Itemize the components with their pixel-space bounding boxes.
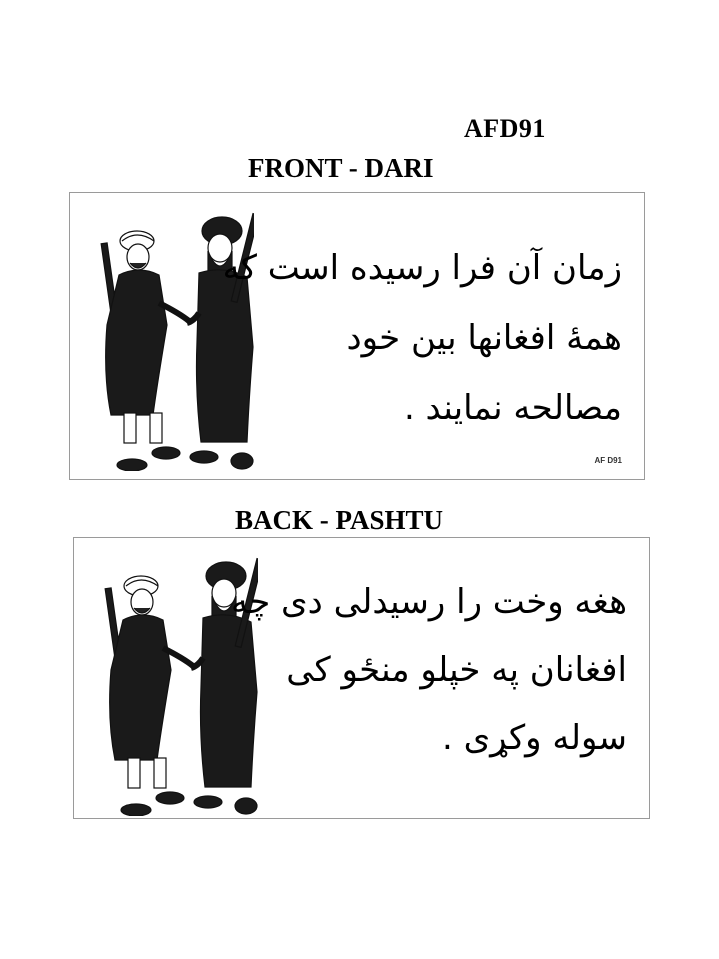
text-line: زمان آن فرا رسیده است که	[222, 248, 622, 288]
text-line: همهٔ افغانها بین خود	[346, 318, 622, 358]
text-line: سوله وکړی .	[441, 718, 627, 758]
back-title: BACK - PASHTU	[235, 505, 444, 535]
leaflet-code: AFD91	[464, 114, 546, 143]
front-title: FRONT - DARI	[248, 153, 434, 183]
front-dari-text	[223, 233, 622, 443]
back-leaflet-card	[73, 537, 650, 819]
back-pashtu-text	[231, 568, 627, 772]
text-line: افغانان په خپلو منځو کی	[286, 650, 627, 690]
card-code-label: AF D91	[594, 456, 622, 465]
text-line: مصالحه نمایند .	[403, 388, 622, 428]
text-line: هغه وخت را رسیدلی دی چه	[231, 582, 627, 622]
front-leaflet-card	[69, 192, 645, 480]
